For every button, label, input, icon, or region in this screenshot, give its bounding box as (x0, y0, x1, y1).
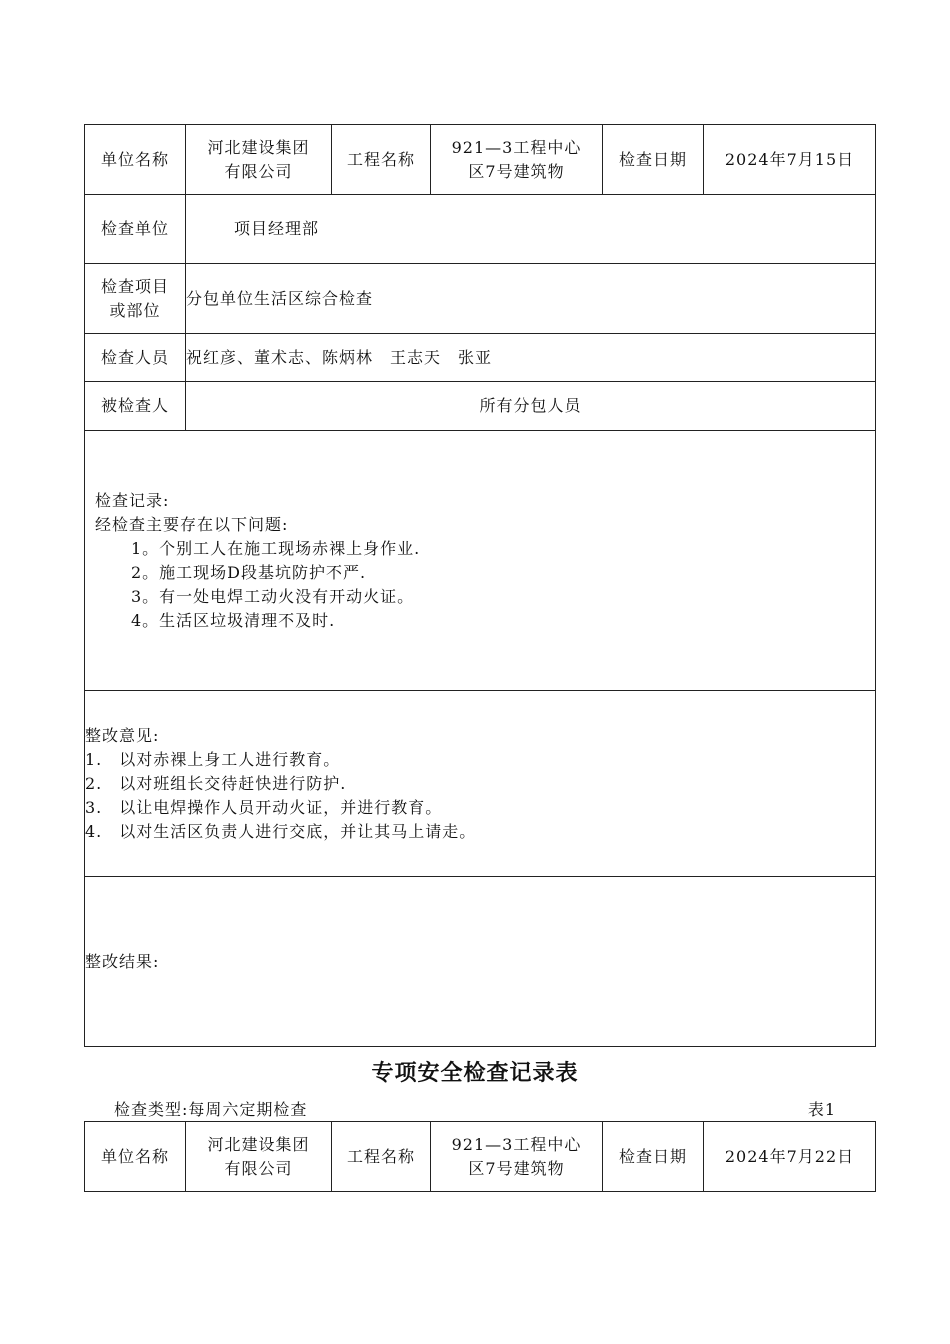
inspectors-row (85, 334, 876, 382)
check-item-label-line-2: 或部位 (109, 300, 161, 320)
inspectors-value: 祝红彦、董术志、陈炳林 王志天 张亚 (186, 334, 876, 382)
record-row (85, 431, 876, 691)
check-item-label (85, 264, 186, 334)
check-item-label-line-1: 检查项目 (100, 276, 169, 296)
project-name-value (431, 125, 603, 195)
inspection-record-table-2 (84, 1121, 876, 1192)
rectification-row (85, 691, 876, 877)
record-heading: 检查记录: (95, 490, 170, 510)
check-type: 检查类型:每周六定期检查 (114, 1100, 308, 1119)
rectification-item: 2. 以对班组长交待赶快进行防护. (85, 773, 347, 793)
rectification-cell (85, 691, 876, 877)
check-date-value: 2024年7月22日 (704, 1122, 876, 1192)
unit-name-label: 单位名称 (85, 1122, 186, 1192)
header-row (85, 125, 876, 195)
inspection-record-table-1 (84, 124, 876, 1047)
project-name-line-2: 区7号建筑物 (468, 1158, 565, 1178)
check-date-label: 检查日期 (603, 125, 704, 195)
unit-name-label: 单位名称 (85, 125, 186, 195)
header-row (85, 1122, 876, 1192)
unit-name-line-2: 有限公司 (224, 1158, 293, 1178)
check-date-value: 2024年7月15日 (704, 125, 876, 195)
inspected-label: 被检查人 (85, 382, 186, 431)
check-unit-row (85, 195, 876, 264)
check-item-value: 分包单位生活区综合检查 (186, 264, 876, 334)
project-name-line-1: 921—3工程中心 (451, 1134, 582, 1154)
inspection-record-cell (85, 431, 876, 691)
inspected-value: 所有分包人员 (186, 382, 876, 431)
project-name-value (431, 1122, 603, 1192)
record-item: 1。个别工人在施工现场赤裸上身作业. (131, 538, 421, 558)
unit-name-value (186, 125, 332, 195)
unit-name-line-1: 河北建设集团 (207, 1134, 310, 1154)
check-unit-label: 检查单位 (85, 195, 186, 264)
project-name-label: 工程名称 (332, 1122, 431, 1192)
rectification-item: 3. 以让电焊操作人员开动火证，并进行教育。 (85, 797, 443, 817)
unit-name-line-1: 河北建设集团 (207, 137, 310, 157)
unit-name-value (186, 1122, 332, 1192)
result-row (85, 877, 876, 1047)
rectification-heading: 整改意见: (85, 725, 160, 745)
check-type-line (114, 1097, 836, 1121)
inspected-row (85, 382, 876, 431)
project-name-line-2: 区7号建筑物 (468, 161, 565, 181)
project-name-label: 工程名称 (332, 125, 431, 195)
rectification-item: 1. 以对赤裸上身工人进行教育。 (85, 749, 341, 769)
rectification-item: 4. 以对生活区负责人进行交底，并让其马上请走。 (85, 821, 477, 841)
rectification-result-cell (85, 877, 876, 1047)
record-item: 2。施工现场D段基坑防护不严. (131, 562, 367, 582)
record-item: 4。生活区垃圾清理不及时. (131, 610, 336, 630)
form-title: 专项安全检查记录表 (371, 1061, 579, 1086)
table-number: 表1 (807, 1100, 836, 1119)
record-item: 3。有一处电焊工动火没有开动火证。 (131, 586, 415, 606)
check-unit-value: 项目经理部 (186, 195, 876, 264)
result-heading: 整改结果: (85, 951, 160, 971)
inspectors-label: 检查人员 (85, 334, 186, 382)
record-intro: 经检查主要存在以下问题: (95, 514, 289, 534)
check-item-row (85, 264, 876, 334)
unit-name-line-2: 有限公司 (224, 161, 293, 181)
project-name-line-1: 921—3工程中心 (451, 137, 582, 157)
check-date-label: 检查日期 (603, 1122, 704, 1192)
